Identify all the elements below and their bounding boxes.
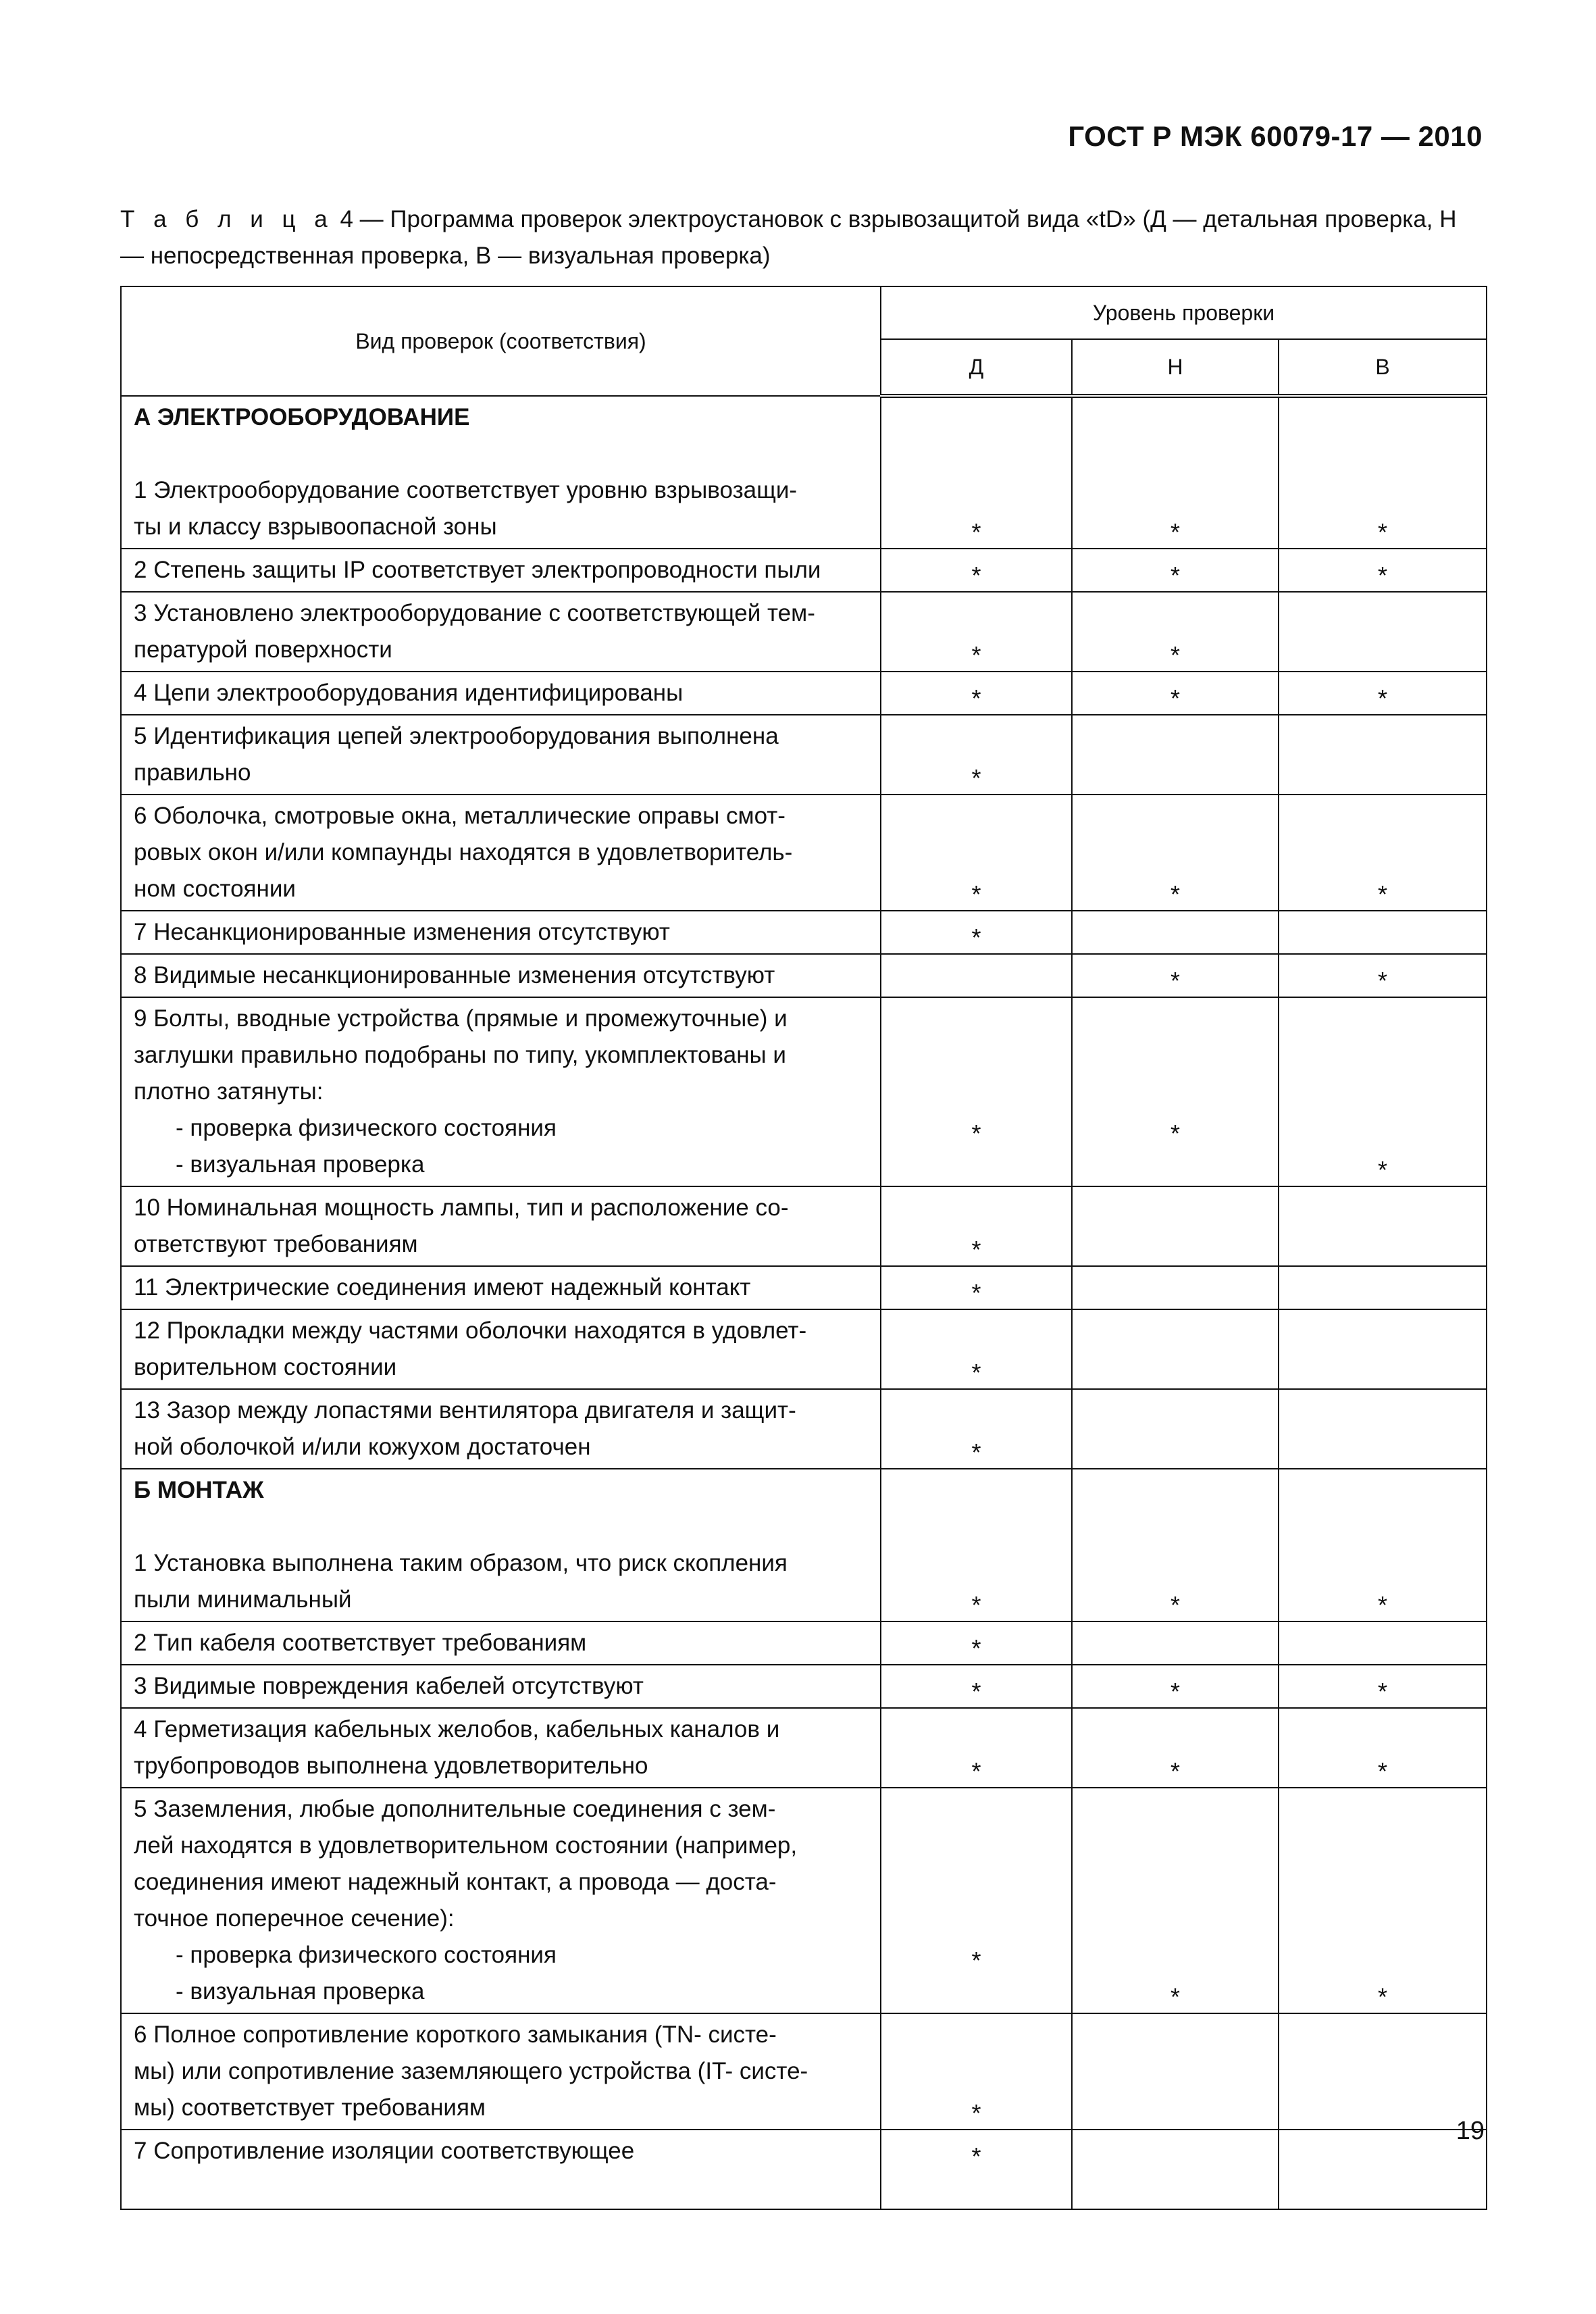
check-text-line: [134, 436, 868, 472]
check-mark: [1073, 1475, 1278, 1511]
check-mark: [1073, 438, 1278, 475]
check-description: [121, 1788, 881, 2013]
check-mark: [1279, 402, 1486, 438]
level-cell-v: [1279, 715, 1487, 795]
check-description: [121, 396, 881, 549]
check-mark: *: [1170, 1983, 1180, 2011]
check-mark: *: [1378, 1156, 1388, 1184]
check-mark: [1279, 801, 1486, 837]
level-cell-n: [1072, 1621, 1279, 1665]
check-mark: [881, 960, 1071, 997]
check-mark: *: [971, 1757, 981, 1785]
standard-header: ГОСТ Р МЭК 60079-17 — 2010: [1068, 120, 1483, 152]
check-mark: *: [971, 684, 981, 712]
check-mark: [1279, 1040, 1486, 1076]
check-mark: [1073, 1794, 1278, 1830]
level-cell-n: [1072, 1389, 1279, 1469]
check-mark: [881, 2056, 1071, 2092]
page-number: 19: [1456, 2117, 1485, 2145]
check-mark: [1073, 1149, 1278, 1186]
check-description: [121, 1469, 881, 1621]
check-mark: [1279, 2092, 1486, 2129]
check-text-line: соединения имеют надежный контакт, а провода — доста-: [134, 1869, 777, 1895]
check-mark: [1073, 801, 1278, 837]
level-cell-v: [1279, 672, 1487, 715]
level-cell-d: [881, 1708, 1072, 1788]
level-cell-d: [881, 1469, 1072, 1621]
level-cell-v: [1279, 1469, 1487, 1621]
check-description: [121, 1665, 881, 1708]
check-mark: [1073, 402, 1278, 438]
check-mark: *: [971, 1634, 981, 1662]
check-mark: [1279, 1903, 1486, 1940]
check-mark: [1279, 757, 1486, 794]
check-text-line: мы) или сопротивление заземляющего устройства (IT- систе-: [134, 2058, 808, 2084]
table-row: [121, 672, 1487, 715]
level-cell-d: [881, 1621, 1072, 1665]
level-cell-n: [1072, 396, 1279, 549]
level-cell-v: [1279, 2013, 1487, 2130]
check-mark: [881, 1867, 1071, 1903]
check-mark: *: [1170, 1120, 1180, 1147]
check-mark: *: [971, 880, 981, 908]
level-cell-d: [881, 592, 1072, 672]
check-mark: *: [971, 641, 981, 669]
table-row: [121, 795, 1487, 911]
level-cell-n: [1072, 1266, 1279, 1309]
check-mark: [881, 2019, 1071, 2056]
check-mark: *: [971, 518, 981, 546]
table-row: [121, 715, 1487, 795]
check-mark: [881, 438, 1071, 475]
check-text-line: 1 Установка выполнена таким образом, что риск скопления: [134, 1550, 788, 1576]
level-cell-n: [1072, 954, 1279, 997]
check-mark: [1073, 2172, 1278, 2209]
check-mark: [1279, 1628, 1486, 1664]
check-description: [121, 1621, 881, 1665]
check-mark: [1073, 1352, 1278, 1388]
level-cell-d: [881, 2013, 1072, 2130]
check-text-line: лей находятся в удовлетворительном состоянии (например,: [134, 1832, 798, 1859]
table-row: [121, 954, 1487, 997]
check-mark: [1073, 1867, 1278, 1903]
level-cell-n: [1072, 2130, 1279, 2209]
check-mark: [1279, 1548, 1486, 1584]
check-mark: [1279, 634, 1486, 671]
level-cell-n: [1072, 1788, 1279, 2013]
check-mark: *: [971, 1120, 981, 1147]
check-text-line: 2 Степень защиты IP соответствует электропроводности пыли: [134, 557, 821, 583]
table-row: [121, 1389, 1487, 1469]
check-mark: [881, 1475, 1071, 1511]
check-mark: *: [1378, 967, 1388, 995]
check-text-line: ной оболочкой и/или кожухом достаточен: [134, 1434, 591, 1460]
table-row: [121, 1621, 1487, 1665]
check-mark: [881, 1040, 1071, 1076]
check-mark: *: [971, 1236, 981, 1263]
check-mark: [1073, 2056, 1278, 2092]
check-text-line: 10 Номинальная мощность лампы, тип и расположение со-: [134, 1194, 789, 1221]
check-text-line: 3 Видимые повреждения кабелей отсутствуют: [134, 1673, 644, 1699]
header-level-n: Н: [1072, 339, 1279, 396]
table-caption-label: Т а б л и ц а: [120, 206, 334, 232]
check-mark: [1073, 1395, 1278, 1432]
check-description: [121, 672, 881, 715]
check-mark: *: [971, 2142, 981, 2170]
check-mark: *: [1378, 880, 1388, 908]
level-cell-d: [881, 1309, 1072, 1389]
level-cell-n: [1072, 2013, 1279, 2130]
check-text-line: 11 Электрические соединения имеют надежный контакт: [134, 1274, 751, 1301]
check-mark: *: [1378, 1757, 1388, 1785]
check-mark: [881, 1395, 1071, 1432]
check-mark: [881, 1548, 1071, 1584]
check-mark: *: [971, 561, 981, 589]
level-cell-d: [881, 1186, 1072, 1266]
check-text-line: 4 Цепи электрооборудования идентифицированы: [134, 680, 684, 706]
check-mark: *: [971, 1279, 981, 1307]
check-text-line: 3 Установлено электрооборудование с соответствующей тем-: [134, 600, 815, 626]
check-description: [121, 549, 881, 592]
check-mark: *: [1170, 518, 1180, 546]
check-mark: [1279, 1475, 1486, 1511]
check-description: [121, 1266, 881, 1309]
level-cell-n: [1072, 997, 1279, 1186]
check-mark: [1073, 598, 1278, 634]
table-caption-text: 4 — Программа проверок электроустановок с взрывозащитой вида «tD» (Д — детальная проверка, Н — непосредственная проверка, В — визуальная проверка): [120, 206, 1457, 269]
check-mark: *: [1378, 518, 1388, 546]
level-cell-d: [881, 997, 1072, 1186]
table-row: [121, 1469, 1487, 1621]
level-cell-v: [1279, 396, 1487, 549]
check-mark: [1279, 1830, 1486, 1867]
check-mark: [1073, 1714, 1278, 1751]
check-mark: *: [971, 1359, 981, 1386]
header-check-kind: Вид проверок (соответствия): [121, 286, 881, 396]
check-subitem: - визуальная проверка: [176, 1978, 425, 2005]
check-text-line: [134, 2169, 868, 2206]
check-mark: [1279, 1794, 1486, 1830]
check-text-line: правильно: [134, 759, 251, 786]
check-text-line: 6 Оболочка, смотровые окна, металлические оправы смот-: [134, 803, 786, 829]
check-description: [121, 997, 881, 1186]
inspection-table: [120, 286, 1487, 2210]
check-text-line: ты и классу взрывоопасной зоны: [134, 513, 497, 540]
table-row: [121, 2130, 1487, 2209]
check-mark: [1073, 837, 1278, 874]
check-mark: [1073, 1903, 1278, 1940]
check-mark: [1279, 917, 1486, 953]
check-mark: [881, 475, 1071, 511]
check-mark: [1073, 1940, 1278, 1976]
check-mark: [1073, 1040, 1278, 1076]
table-row: [121, 1309, 1487, 1389]
level-cell-v: [1279, 592, 1487, 672]
check-mark: [1073, 2092, 1278, 2129]
level-cell-n: [1072, 1708, 1279, 1788]
check-mark: [1279, 598, 1486, 634]
table-row: [121, 1665, 1487, 1708]
check-mark: [1279, 1432, 1486, 1468]
table-row: [121, 1788, 1487, 2013]
level-cell-d: [881, 396, 1072, 549]
check-mark: [1073, 1076, 1278, 1113]
check-mark: [1073, 1192, 1278, 1229]
level-cell-v: [1279, 1186, 1487, 1266]
level-cell-n: [1072, 911, 1279, 954]
check-text-line: заглушки правильно подобраны по типу, укомплектованы и: [134, 1042, 786, 1068]
check-text-line: 8 Видимые несанкционированные изменения отсутствуют: [134, 962, 775, 988]
check-mark: *: [1170, 561, 1180, 589]
check-description: [121, 2013, 881, 2130]
check-text-line: 7 Несанкционированные изменения отсутствуют: [134, 919, 670, 945]
check-subitem: - визуальная проверка: [176, 1151, 425, 1178]
check-description: [121, 1309, 881, 1389]
check-mark: [1073, 1628, 1278, 1664]
table-row: [121, 1266, 1487, 1309]
check-subitem: - проверка физического состояния: [176, 1115, 557, 1141]
check-mark: [1279, 1076, 1486, 1113]
level-cell-v: [1279, 1708, 1487, 1788]
check-mark: [881, 1192, 1071, 1229]
check-mark: [1073, 2136, 1278, 2172]
check-mark: [881, 598, 1071, 634]
check-mark: [1073, 917, 1278, 953]
check-text-line: 5 Идентификация цепей электрооборудования выполнена: [134, 723, 779, 749]
check-mark: *: [971, 924, 981, 951]
level-cell-v: [1279, 1389, 1487, 1469]
table-row: [121, 2013, 1487, 2130]
check-mark: *: [1378, 561, 1388, 589]
check-mark: [1279, 2172, 1486, 2209]
check-mark: [1279, 1940, 1486, 1976]
check-mark: [1279, 1395, 1486, 1432]
check-mark: [881, 1076, 1071, 1113]
level-cell-n: [1072, 1309, 1279, 1389]
level-cell-d: [881, 2130, 1072, 2209]
check-mark: [1279, 2056, 1486, 2092]
level-cell-d: [881, 1665, 1072, 1708]
check-text-line: Б МОНТАЖ: [134, 1477, 264, 1503]
check-mark: *: [971, 2099, 981, 2127]
table-row: [121, 911, 1487, 954]
check-mark: [881, 1315, 1071, 1352]
check-mark: [881, 1976, 1071, 2013]
check-text-line: 7 Сопротивление изоляции соответствующее: [134, 2138, 635, 2164]
check-mark: [1073, 757, 1278, 794]
check-text-line: [134, 1509, 868, 1545]
level-cell-d: [881, 715, 1072, 795]
check-mark: [1279, 1511, 1486, 1548]
check-mark: [1073, 1432, 1278, 1468]
check-mark: [1073, 1003, 1278, 1040]
table-row: [121, 997, 1487, 1186]
check-mark: [881, 1149, 1071, 1186]
header-check-level: Уровень проверки: [881, 286, 1487, 339]
check-text-line: мы) соответствует требованиям: [134, 2094, 486, 2121]
check-mark: [1279, 1113, 1486, 1149]
level-cell-n: [1072, 592, 1279, 672]
check-mark: *: [971, 1678, 981, 1705]
check-description: [121, 1186, 881, 1266]
check-mark: [1073, 475, 1278, 511]
level-cell-v: [1279, 795, 1487, 911]
check-mark: [1279, 1003, 1486, 1040]
check-mark: [881, 402, 1071, 438]
check-mark: [881, 1003, 1071, 1040]
check-text-line: трубопроводов выполнена удовлетворительно: [134, 1753, 648, 1779]
check-text-line: ровых окон и/или компаунды находятся в удовлетворитель-: [134, 839, 793, 865]
level-cell-d: [881, 954, 1072, 997]
level-cell-n: [1072, 1469, 1279, 1621]
check-mark: *: [1378, 1983, 1388, 2011]
check-mark: [881, 2172, 1071, 2209]
check-mark: *: [1170, 1591, 1180, 1619]
check-mark: *: [1170, 684, 1180, 712]
check-text-line: ответствуют требованиям: [134, 1231, 418, 1257]
header-level-v: В: [1279, 339, 1487, 396]
check-text-line: 12 Прокладки между частями оболочки находятся в удовлет-: [134, 1317, 807, 1344]
level-cell-d: [881, 1389, 1072, 1469]
check-mark: *: [971, 1438, 981, 1466]
level-cell-n: [1072, 1665, 1279, 1708]
check-text-line: точное поперечное сечение):: [134, 1905, 455, 1932]
level-cell-v: [1279, 911, 1487, 954]
table-row: [121, 1708, 1487, 1788]
check-mark: [1073, 1548, 1278, 1584]
check-text-line: 6 Полное сопротивление короткого замыкания (TN- систе-: [134, 2021, 777, 2048]
check-description: [121, 1708, 881, 1788]
check-mark: [1073, 1272, 1278, 1309]
level-cell-n: [1072, 1186, 1279, 1266]
check-mark: [881, 801, 1071, 837]
check-text-line: 9 Болты, вводные устройства (прямые и промежуточные) и: [134, 1005, 788, 1032]
check-text-line: 1 Электрооборудование соответствует уровню взрывозащи-: [134, 477, 798, 503]
level-cell-d: [881, 549, 1072, 592]
level-cell-d: [881, 1266, 1072, 1309]
level-cell-n: [1072, 672, 1279, 715]
table-row: [121, 592, 1487, 672]
check-description: [121, 954, 881, 997]
check-mark: [881, 1511, 1071, 1548]
check-mark: [1279, 837, 1486, 874]
check-mark: [1073, 1315, 1278, 1352]
check-text-line: пыли минимальный: [134, 1586, 352, 1613]
check-text-line: ворительном состоянии: [134, 1354, 397, 1380]
check-mark: [1073, 1229, 1278, 1265]
check-mark: [1279, 1229, 1486, 1265]
level-cell-d: [881, 672, 1072, 715]
check-text-line: 5 Заземления, любые дополнительные соединения с зем-: [134, 1796, 776, 1822]
check-mark: [1279, 1272, 1486, 1309]
level-cell-v: [1279, 1309, 1487, 1389]
check-mark: [1279, 721, 1486, 757]
check-mark: [1279, 2019, 1486, 2056]
check-mark: [1279, 1192, 1486, 1229]
check-mark: *: [1378, 684, 1388, 712]
check-description: [121, 911, 881, 954]
check-mark: [1279, 2136, 1486, 2172]
level-cell-v: [1279, 1266, 1487, 1309]
level-cell-n: [1072, 715, 1279, 795]
check-text-line: пературой поверхности: [134, 636, 392, 663]
level-cell-n: [1072, 549, 1279, 592]
level-cell-v: [1279, 1788, 1487, 2013]
check-description: [121, 715, 881, 795]
check-mark: *: [971, 1591, 981, 1619]
check-mark: [1073, 1830, 1278, 1867]
check-mark: [1279, 1714, 1486, 1751]
level-cell-v: [1279, 954, 1487, 997]
level-cell-n: [1072, 795, 1279, 911]
header-level-d: Д: [881, 339, 1072, 396]
level-cell-v: [1279, 1665, 1487, 1708]
check-mark: *: [1170, 880, 1180, 908]
check-mark: *: [1170, 1757, 1180, 1785]
check-mark: [1073, 2019, 1278, 2056]
table-row: [121, 1186, 1487, 1266]
check-mark: *: [1378, 1591, 1388, 1619]
check-mark: [1073, 1511, 1278, 1548]
table-body: [121, 396, 1487, 2209]
check-text-line: 4 Герметизация кабельных желобов, кабельных каналов и: [134, 1716, 780, 1742]
check-mark: *: [1170, 967, 1180, 995]
check-mark: [1279, 438, 1486, 475]
check-mark: [881, 1903, 1071, 1940]
check-mark: [1279, 475, 1486, 511]
level-cell-d: [881, 1788, 1072, 2013]
check-text-line: 2 Тип кабеля соответствует требованиям: [134, 1630, 587, 1656]
table-row: [121, 396, 1487, 549]
check-description: [121, 592, 881, 672]
check-subitem: - проверка физического состояния: [176, 1942, 557, 1968]
check-mark: [881, 837, 1071, 874]
check-description: [121, 2130, 881, 2209]
check-mark: *: [1170, 1678, 1180, 1705]
check-text-line: ном состоянии: [134, 876, 296, 902]
level-cell-d: [881, 795, 1072, 911]
table-row: [121, 549, 1487, 592]
check-mark: *: [1170, 641, 1180, 669]
level-cell-v: [1279, 1621, 1487, 1665]
check-mark: [1279, 1867, 1486, 1903]
table-caption: [120, 201, 1486, 274]
check-mark: [1279, 1352, 1486, 1388]
level-cell-v: [1279, 549, 1487, 592]
check-mark: *: [971, 1946, 981, 1974]
level-cell-v: [1279, 997, 1487, 1186]
check-text-line: 13 Зазор между лопастями вентилятора двигателя и защит-: [134, 1397, 796, 1424]
check-mark: *: [971, 764, 981, 792]
check-text-line: А ЭЛЕКТРООБОРУДОВАНИЕ: [134, 404, 470, 430]
check-description: [121, 795, 881, 911]
check-mark: [881, 721, 1071, 757]
check-description: [121, 1389, 881, 1469]
level-cell-d: [881, 911, 1072, 954]
check-text-line: плотно затянуты:: [134, 1078, 324, 1105]
check-mark: [881, 1830, 1071, 1867]
check-mark: [1279, 1315, 1486, 1352]
check-mark: [881, 1794, 1071, 1830]
check-mark: [881, 1714, 1071, 1751]
check-mark: [1073, 721, 1278, 757]
check-mark: *: [1378, 1678, 1388, 1705]
